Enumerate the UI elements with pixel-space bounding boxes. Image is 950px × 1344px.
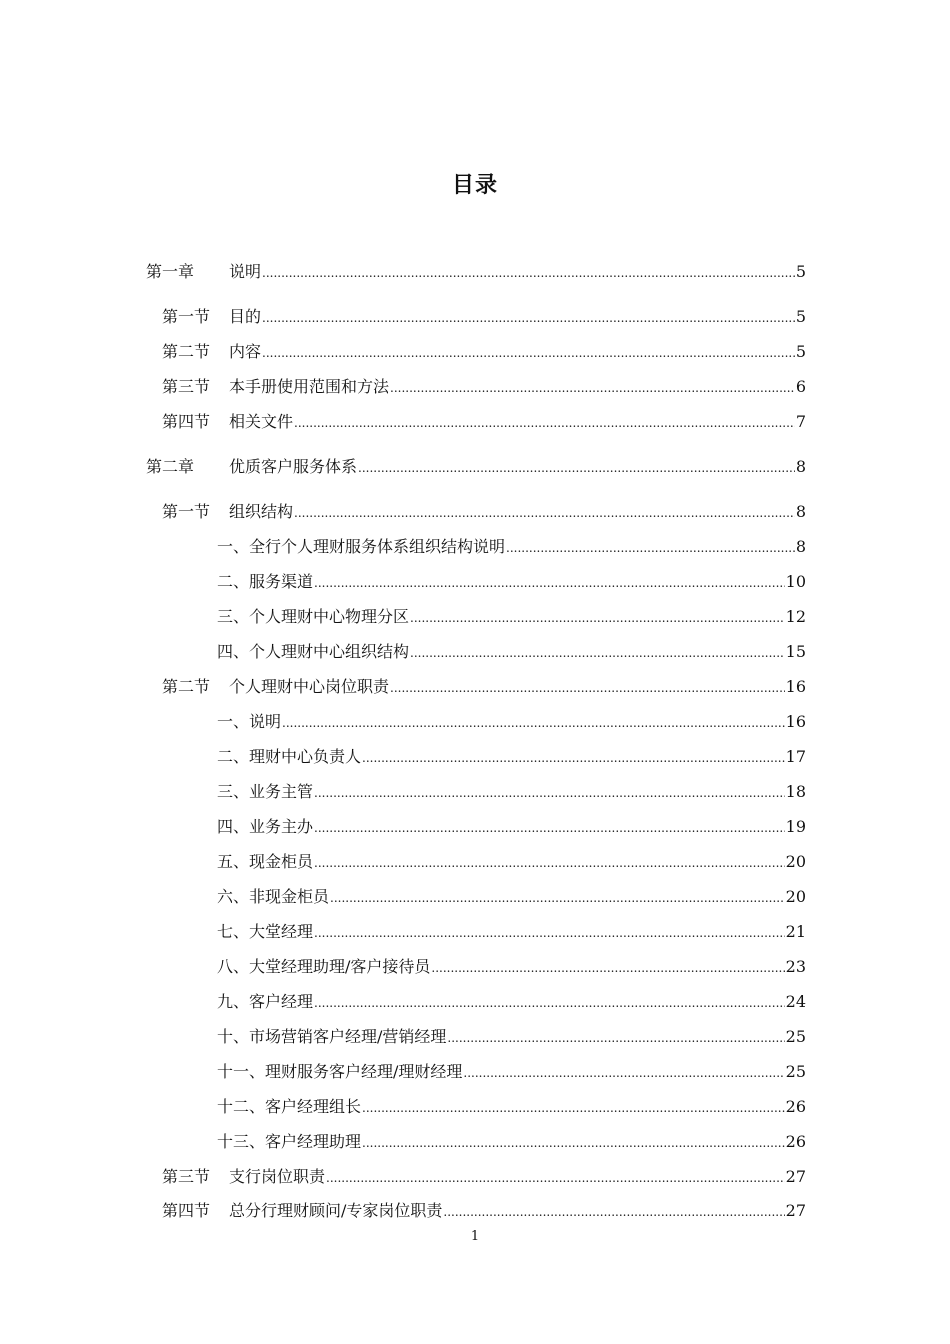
toc-entry[interactable] (217, 1131, 806, 1154)
toc-entry-page: 10 (785, 572, 806, 591)
toc-entry-page: 5 (795, 262, 806, 281)
toc-entry-page: 24 (785, 992, 806, 1011)
toc-entry[interactable] (162, 341, 806, 364)
toc-entry-title: 六、非现金柜员 (217, 887, 330, 906)
toc-entry[interactable] (217, 991, 806, 1014)
toc-entry[interactable] (217, 781, 806, 804)
toc-entry-title: 一、全行个人理财服务体系组织结构说明 (217, 537, 506, 556)
toc-dot-leader (330, 887, 785, 909)
toc-dot-leader (262, 342, 795, 364)
toc-entry[interactable] (217, 641, 806, 664)
toc-entry[interactable] (162, 676, 806, 699)
toc-entry-title: 九、客户经理 (217, 992, 314, 1011)
toc-entry-page: 20 (785, 887, 806, 906)
toc-entry[interactable] (162, 306, 806, 329)
toc-entry-title: 相关文件 (229, 412, 294, 431)
toc-entry[interactable] (217, 571, 806, 594)
toc-dot-leader (314, 852, 785, 874)
toc-dot-leader (262, 307, 795, 329)
toc-dot-leader (314, 992, 785, 1014)
toc-dot-leader (463, 1062, 784, 1084)
toc-entry-title: 一、说明 (217, 712, 282, 731)
toc-entry-title: 十一、理财服务客户经理/理财经理 (217, 1062, 463, 1081)
toc-entry-page: 16 (785, 712, 806, 731)
toc-entry[interactable] (217, 1026, 806, 1049)
toc-entry-title: 八、大堂经理助理/客户接待员 (217, 957, 431, 976)
toc-entry-title: 总分行理财顾问/专家岗位职责 (229, 1201, 443, 1220)
toc-entry-number: 第三节 (162, 377, 211, 396)
toc-entry[interactable] (217, 536, 806, 559)
toc-entry-number: 第二节 (162, 677, 211, 696)
toc-dot-leader (447, 1027, 784, 1049)
toc-entry-title: 三、业务主管 (217, 782, 314, 801)
toc-entry-title: 组织结构 (229, 502, 294, 521)
toc-dot-leader (282, 712, 785, 734)
toc-entry[interactable] (217, 956, 806, 979)
toc-dot-leader (294, 502, 795, 524)
toc-entry-number: 第四节 (162, 412, 211, 431)
toc-dot-leader (314, 782, 785, 804)
toc-entry[interactable] (217, 851, 806, 874)
toc-entry-page: 25 (785, 1062, 806, 1081)
toc-entry-page: 26 (785, 1097, 806, 1116)
toc-entry-title: 支行岗位职责 (229, 1167, 326, 1186)
toc-entry-title: 五、现金柜员 (217, 852, 314, 871)
toc-title: 目录 (451, 173, 498, 198)
toc-entry-number: 第一节 (162, 502, 211, 521)
toc-dot-leader (410, 607, 785, 629)
toc-entry[interactable] (217, 711, 806, 734)
toc-entry-title: 十、市场营销客户经理/营销经理 (217, 1027, 447, 1046)
toc-dot-leader (358, 457, 795, 479)
toc-dot-leader (506, 537, 795, 559)
toc-entry-number: 第二节 (162, 342, 211, 361)
toc-entry-number: 第二章 (146, 457, 195, 476)
toc-entry-page: 27 (785, 1167, 806, 1186)
toc-entry-page: 7 (795, 412, 806, 431)
toc-dot-leader (410, 642, 785, 664)
toc-dot-leader (294, 412, 795, 434)
toc-dot-leader (314, 817, 785, 839)
toc-entry-number: 第四节 (162, 1201, 211, 1220)
toc-entry-page: 17 (785, 747, 806, 766)
toc-entry[interactable] (162, 501, 806, 524)
toc-dot-leader (390, 377, 795, 399)
toc-entry-page: 5 (795, 307, 806, 326)
toc-entry-page: 27 (785, 1201, 806, 1220)
toc-entry-page: 8 (795, 502, 806, 521)
toc-entry-title: 优质客户服务体系 (229, 457, 358, 476)
toc-dot-leader (390, 677, 785, 699)
toc-entry-title: 十三、客户经理助理 (217, 1132, 362, 1151)
toc-entry-title: 四、个人理财中心组织结构 (217, 642, 410, 661)
toc-entry-number: 第一节 (162, 307, 211, 326)
toc-dot-leader (314, 572, 785, 594)
toc-entry-title: 七、大堂经理 (217, 922, 314, 941)
toc-entry-page: 16 (785, 677, 806, 696)
toc-entry-page: 5 (795, 342, 806, 361)
toc-dot-leader (314, 922, 785, 944)
toc-dot-leader (443, 1201, 784, 1223)
toc-entry-page: 12 (785, 607, 806, 626)
toc-entry[interactable] (146, 261, 806, 284)
toc-dot-leader (262, 262, 795, 284)
toc-entry-title: 内容 (229, 342, 262, 361)
toc-entry-page: 25 (785, 1027, 806, 1046)
toc-entry[interactable] (162, 376, 806, 399)
toc-entry-title: 二、服务渠道 (217, 572, 314, 591)
toc-entry[interactable] (162, 1200, 806, 1223)
toc-entry[interactable] (217, 746, 806, 769)
toc-entry-title: 说明 (229, 262, 262, 281)
toc-entry-title: 个人理财中心岗位职责 (229, 677, 390, 696)
toc-entry[interactable] (162, 411, 806, 434)
toc-entry-page: 21 (785, 922, 806, 941)
toc-entry-page: 26 (785, 1132, 806, 1151)
toc-entry[interactable] (217, 921, 806, 944)
toc-entry-number: 第三节 (162, 1167, 211, 1186)
toc-entry-page: 23 (785, 957, 806, 976)
toc-entry-page: 8 (795, 537, 806, 556)
toc-entry-title: 四、业务主办 (217, 817, 314, 836)
toc-entry-title: 目的 (229, 307, 262, 326)
toc-entry[interactable] (217, 886, 806, 909)
toc-entry[interactable] (146, 456, 806, 479)
toc-dot-leader (431, 957, 784, 979)
toc-entry-page: 6 (795, 377, 806, 396)
toc-entry-title: 三、个人理财中心物理分区 (217, 607, 410, 626)
toc-entry-title: 十二、客户经理组长 (217, 1097, 362, 1116)
toc-entry[interactable] (162, 1166, 806, 1189)
toc-entry-page: 15 (785, 642, 806, 661)
toc-entry[interactable] (217, 1096, 806, 1119)
toc-entry[interactable] (217, 816, 806, 839)
toc-entry-page: 20 (785, 852, 806, 871)
toc-dot-leader (326, 1167, 785, 1189)
toc-entry-number: 第一章 (146, 262, 195, 281)
toc-entry-title: 本手册使用范围和方法 (229, 377, 390, 396)
toc-entry-page: 19 (785, 817, 806, 836)
toc-entry-title: 二、理财中心负责人 (217, 747, 362, 766)
toc-entry-page: 18 (785, 782, 806, 801)
toc-entry-page: 8 (795, 457, 806, 476)
toc-entry[interactable] (217, 1061, 806, 1084)
toc-entry[interactable] (217, 606, 806, 629)
toc-dot-leader (362, 1132, 785, 1154)
toc-dot-leader (362, 1097, 785, 1119)
toc-dot-leader (362, 747, 785, 769)
page-number: 1 (470, 1229, 480, 1244)
